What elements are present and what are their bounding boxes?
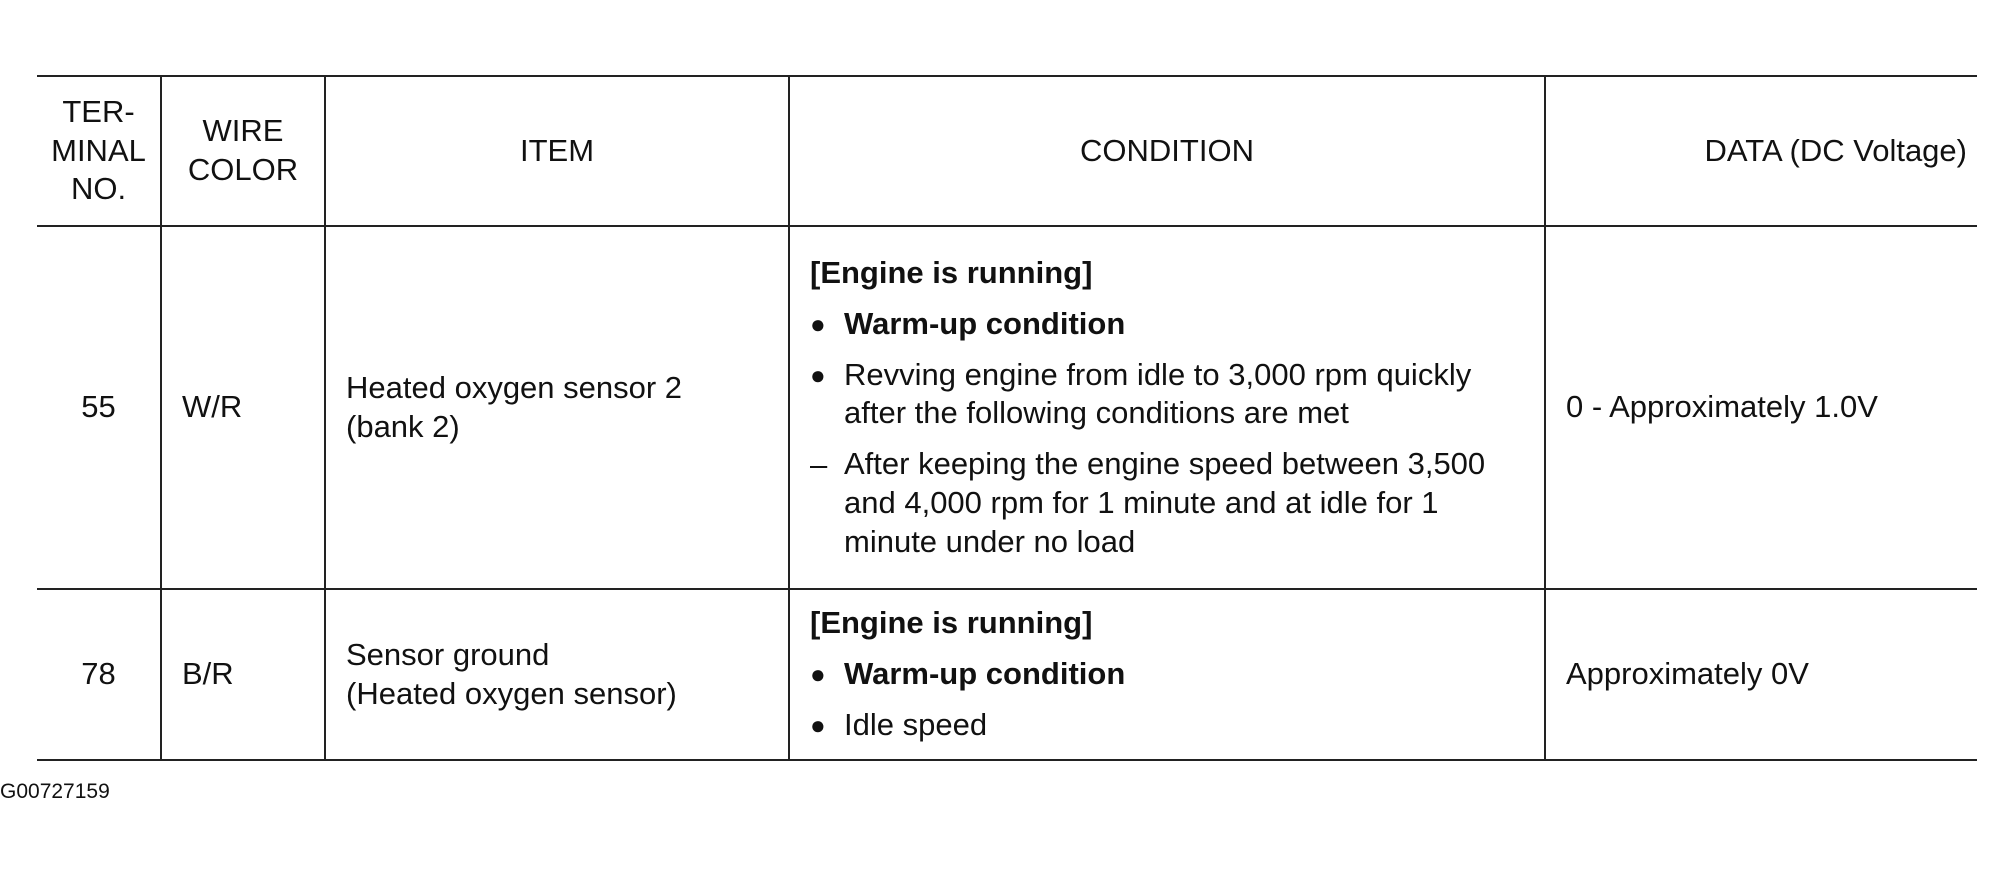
data-value: Approximately 0V <box>1545 589 1977 760</box>
header-condition: CONDITION <box>789 76 1545 226</box>
bullet-icon: ● <box>810 709 826 740</box>
bullet-icon: ● <box>810 308 826 339</box>
condition-cell <box>789 226 1545 589</box>
condition-subitem <box>810 445 1524 561</box>
condition-bullet <box>810 655 1524 694</box>
bullet-icon: ● <box>810 658 826 689</box>
terminal-data-table <box>37 75 1977 761</box>
header-terminal-no: TER- MINAL NO. <box>51 93 146 207</box>
condition-bullet <box>810 706 1524 745</box>
header-item: ITEM <box>325 76 789 226</box>
condition-heading: [Engine is running] <box>810 605 1093 641</box>
table-row <box>37 226 1977 589</box>
header-data: DATA (DC Voltage) <box>1545 76 1977 226</box>
item-name: Heated oxygen sensor 2 (bank 2) <box>325 226 789 589</box>
condition-text: Warm-up condition <box>844 305 1126 341</box>
condition-heading: [Engine is running] <box>810 254 1093 290</box>
figure-id: G00727159 <box>0 780 110 803</box>
condition-text: Idle speed <box>844 706 988 742</box>
table-row <box>37 589 1977 760</box>
data-value: 0 - Approximately 1.0V <box>1545 226 1977 589</box>
table-header-row <box>37 76 1977 226</box>
condition-text: Revving engine from idle to 3,000 rpm quickly after the following conditions are met <box>844 356 1472 431</box>
wire-color: B/R <box>161 589 325 760</box>
item-name: Sensor ground (Heated oxygen sensor) <box>325 589 789 760</box>
header-wire-color: WIRE COLOR <box>161 76 325 226</box>
condition-cell <box>789 589 1545 760</box>
terminal-number: 55 <box>81 389 116 425</box>
dash-icon: – <box>810 447 828 482</box>
condition-text: Warm-up condition <box>844 655 1126 691</box>
condition-text: After keeping the engine speed between 3,500 and 4,000 rpm for 1 minute and at idle for 1 minute under no load <box>844 446 1486 559</box>
condition-bullet <box>810 305 1524 344</box>
condition-bullet <box>810 356 1524 434</box>
bullet-icon: ● <box>810 359 826 390</box>
terminal-number: 78 <box>81 656 116 692</box>
wire-color: W/R <box>161 226 325 589</box>
